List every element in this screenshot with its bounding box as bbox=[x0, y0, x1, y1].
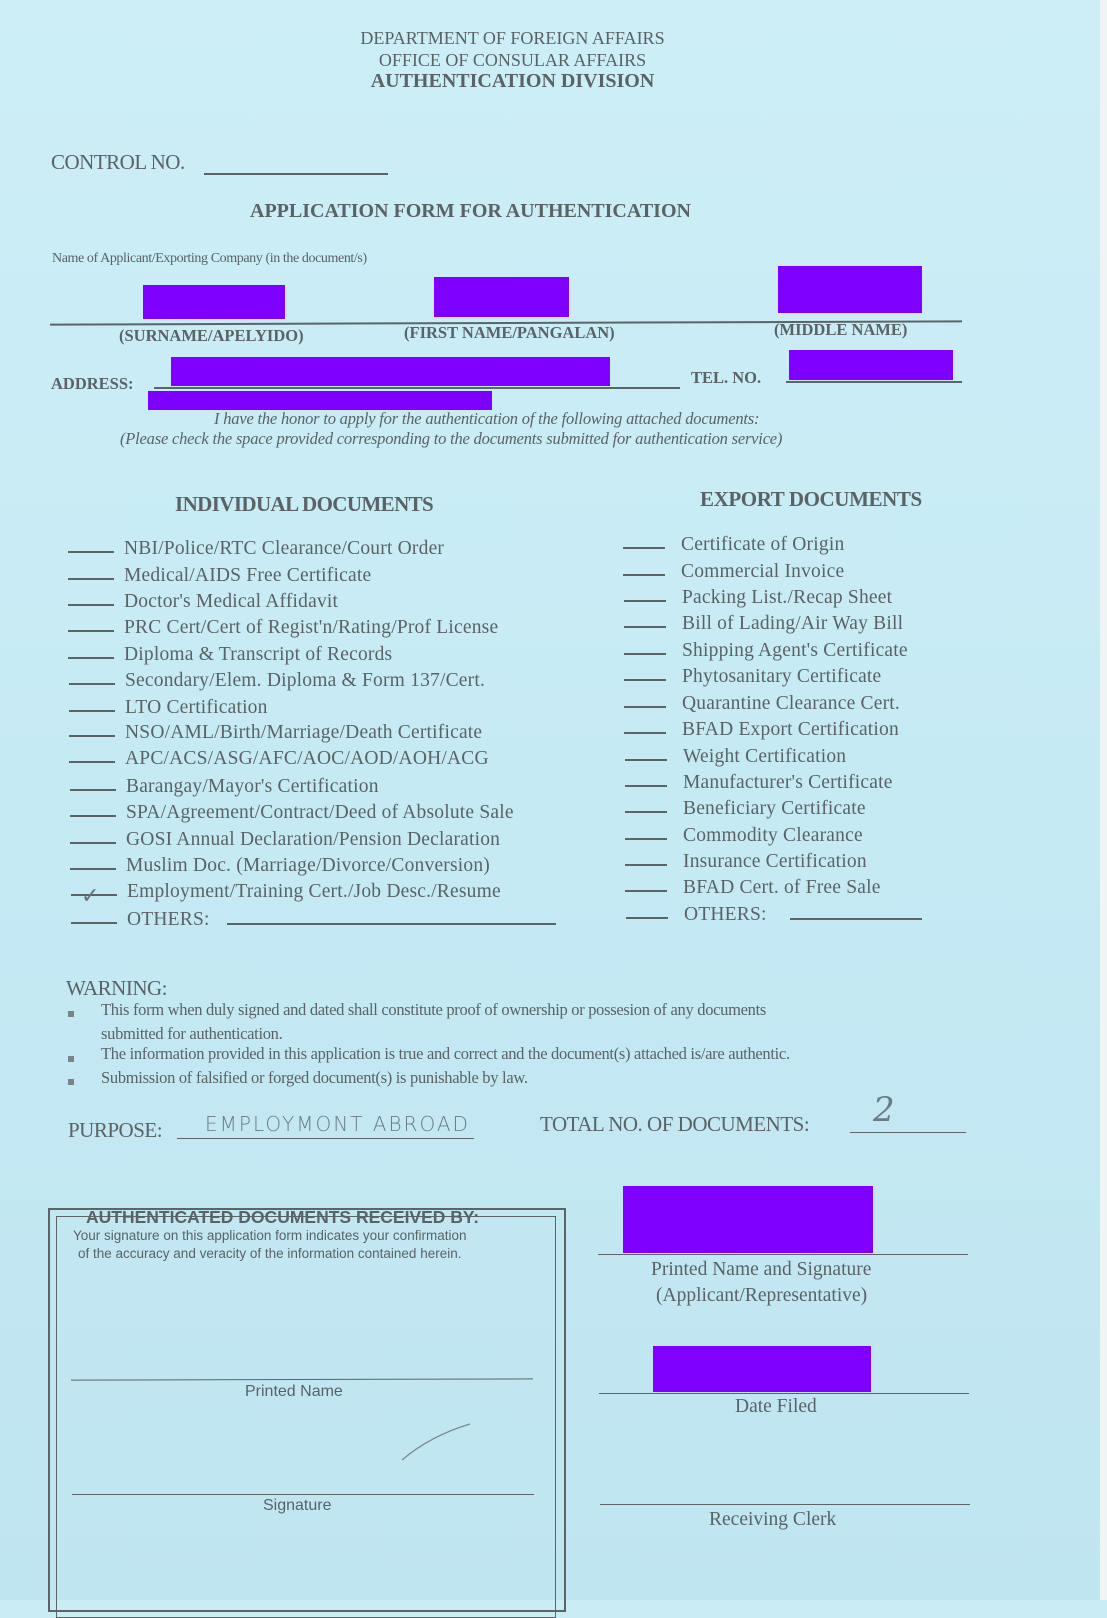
individual-item-medical[interactable]: Medical/AIDS Free Certificate bbox=[68, 565, 371, 587]
date-filed-value[interactable] bbox=[653, 1346, 871, 1392]
export-others-field[interactable] bbox=[790, 918, 922, 920]
checkbox-blank[interactable] bbox=[624, 598, 666, 602]
first-name-label: (FIRST NAME/PANGALAN) bbox=[404, 323, 615, 342]
received-signature-field[interactable] bbox=[72, 1494, 534, 1495]
bullet-icon bbox=[68, 1011, 74, 1017]
export-item-others[interactable]: OTHERS: bbox=[626, 904, 767, 926]
checkbox-blank[interactable] bbox=[626, 915, 668, 919]
purpose-value[interactable]: EMPLOYMONT ABROAD bbox=[205, 1112, 470, 1136]
export-item-commercial-invoice[interactable]: Commercial Invoice bbox=[623, 561, 844, 583]
export-item-certificate-of-origin[interactable]: Certificate of Origin bbox=[623, 534, 844, 556]
total-documents-label: TOTAL NO. OF DOCUMENTS: bbox=[540, 1112, 810, 1136]
individual-item-muslim-doc[interactable]: Muslim Doc. (Marriage/Divorce/Conversion) bbox=[70, 855, 490, 877]
checkbox-blank[interactable] bbox=[625, 836, 667, 840]
warning-heading: WARNING: bbox=[66, 976, 167, 1000]
checkbox-blank[interactable] bbox=[623, 545, 665, 549]
middle-name-label: (MIDDLE NAME) bbox=[774, 320, 908, 339]
checkbox-blank[interactable] bbox=[69, 759, 115, 763]
intro-line1: I have the honor to apply for the authentication of the following attached documents: bbox=[214, 409, 760, 428]
individual-item-lto[interactable]: LTO Certification bbox=[69, 697, 268, 719]
address-underline bbox=[154, 387, 680, 389]
individual-documents-heading: INDIVIDUAL DOCUMENTS bbox=[175, 492, 434, 516]
purpose-underline bbox=[177, 1138, 474, 1139]
checkbox-blank[interactable] bbox=[68, 628, 114, 632]
export-item-beneficiary[interactable]: Beneficiary Certificate bbox=[625, 798, 866, 820]
export-item-shipping-agent[interactable]: Shipping Agent's Certificate bbox=[624, 640, 908, 662]
checkbox-checked[interactable] bbox=[71, 884, 117, 909]
individual-item-barangay[interactable]: Barangay/Mayor's Certification bbox=[70, 776, 379, 798]
checkbox-blank[interactable] bbox=[68, 602, 114, 606]
form-title: APPLICATION FORM FOR AUTHENTICATION bbox=[250, 200, 691, 222]
tel-underline bbox=[786, 381, 962, 383]
purpose-label: PURPOSE: bbox=[68, 1118, 163, 1142]
applicant-signature-label-1: Printed Name and Signature bbox=[651, 1259, 872, 1280]
export-documents-heading: EXPORT DOCUMENTS bbox=[700, 487, 922, 511]
department-name: DEPARTMENT OF FOREIGN AFFAIRS bbox=[360, 28, 665, 48]
export-item-bill-of-lading[interactable]: Bill of Lading/Air Way Bill bbox=[624, 613, 903, 635]
individual-item-employment[interactable]: ✓ Employment/Training Cert./Job Desc./Resume bbox=[71, 881, 501, 903]
checkbox-blank[interactable] bbox=[69, 733, 115, 737]
receiving-clerk-field[interactable] bbox=[600, 1504, 970, 1505]
individual-item-nbi[interactable]: NBI/Police/RTC Clearance/Court Order bbox=[68, 538, 444, 560]
receiving-clerk-label: Receiving Clerk bbox=[709, 1509, 837, 1530]
warning-item-1-cont: submitted for authentication. bbox=[101, 1024, 283, 1043]
address-value-line1[interactable] bbox=[171, 357, 610, 386]
export-item-bfad-free-sale[interactable]: BFAD Cert. of Free Sale bbox=[625, 877, 881, 899]
bullet-icon bbox=[68, 1056, 74, 1062]
export-item-manufacturer[interactable]: Manufacturer's Certificate bbox=[625, 772, 893, 794]
checkbox-blank[interactable] bbox=[624, 651, 666, 655]
checkbox-blank[interactable] bbox=[625, 809, 667, 813]
warning-item-1: This form when duly signed and dated shall constitute proof of ownership or possesion of any documents bbox=[101, 1000, 767, 1019]
individual-item-doctors-affidavit[interactable]: Doctor's Medical Affidavit bbox=[68, 591, 338, 613]
individual-item-spa[interactable]: SPA/Agreement/Contract/Deed of Absolute Sale bbox=[70, 802, 514, 824]
checkbox-blank[interactable] bbox=[70, 813, 116, 817]
export-item-insurance[interactable]: Insurance Certification bbox=[625, 851, 867, 873]
individual-item-prc[interactable]: PRC Cert/Cert of Regist'n/Rating/Prof License bbox=[68, 617, 498, 639]
checkbox-blank[interactable] bbox=[70, 866, 116, 870]
surname-label: (SURNAME/APELYIDO) bbox=[119, 326, 304, 345]
export-item-phytosanitary[interactable]: Phytosanitary Certificate bbox=[624, 666, 881, 688]
tel-label: TEL. NO. bbox=[691, 368, 762, 387]
checkbox-blank[interactable] bbox=[624, 677, 666, 681]
checkbox-blank[interactable] bbox=[68, 576, 114, 580]
warning-item-2: The information provided in this application is true and correct and the document(s) attached is/are authentic. bbox=[101, 1044, 790, 1063]
checkbox-blank[interactable] bbox=[623, 572, 665, 576]
checkbox-blank[interactable] bbox=[624, 624, 666, 628]
office-name: OFFICE OF CONSULAR AFFAIRS bbox=[378, 50, 647, 70]
individual-item-others[interactable]: OTHERS: bbox=[71, 909, 210, 931]
total-documents-value[interactable]: 2 bbox=[873, 1090, 897, 1130]
individual-item-gosi[interactable]: GOSI Annual Declaration/Pension Declaration bbox=[70, 829, 500, 851]
middle-name-value[interactable] bbox=[778, 266, 922, 313]
individual-item-secondary-diploma[interactable]: Secondary/Elem. Diploma & Form 137/Cert. bbox=[69, 670, 485, 692]
individual-item-nso[interactable]: NSO/AML/Birth/Marriage/Death Certificate bbox=[69, 722, 482, 744]
control-no-field[interactable] bbox=[204, 173, 388, 175]
checkbox-blank[interactable] bbox=[624, 730, 666, 734]
export-item-packing-list[interactable]: Packing List./Recap Sheet bbox=[624, 587, 892, 609]
received-by-title: AUTHENTICATED DOCUMENTS RECEIVED BY: bbox=[86, 1207, 480, 1227]
individual-others-field[interactable] bbox=[227, 923, 556, 925]
export-item-quarantine[interactable]: Quarantine Clearance Cert. bbox=[624, 693, 900, 715]
checkbox-blank[interactable] bbox=[70, 840, 116, 844]
division-name: AUTHENTICATION DIVISION bbox=[370, 70, 655, 92]
checkbox-blank[interactable] bbox=[71, 920, 117, 924]
warning-item-3: Submission of falsified or forged document(s) is punishable by law. bbox=[101, 1068, 528, 1087]
address-label: ADDRESS: bbox=[51, 374, 134, 393]
export-item-commodity[interactable]: Commodity Clearance bbox=[625, 825, 863, 847]
checkbox-blank[interactable] bbox=[624, 704, 666, 708]
applicant-signature-label-2: (Applicant/Representative) bbox=[656, 1285, 868, 1306]
received-by-note-line1: Your signature on this application form indicates your confirmation bbox=[73, 1228, 467, 1243]
tel-value[interactable] bbox=[789, 350, 953, 380]
control-no-label: CONTROL NO. bbox=[51, 150, 185, 174]
individual-item-apc[interactable]: APC/ACS/ASG/AFC/AOC/AOD/AOH/ACG bbox=[69, 748, 489, 770]
total-documents-underline bbox=[850, 1132, 966, 1133]
bullet-icon bbox=[68, 1079, 74, 1085]
checkmark-icon: ✓ bbox=[81, 884, 100, 909]
checkbox-blank[interactable] bbox=[69, 681, 115, 685]
first-name-value[interactable] bbox=[434, 277, 569, 317]
signature-stroke-icon bbox=[400, 1422, 472, 1464]
intro-line2: (Please check the space provided corresponding to the documents submitted for authentication service) bbox=[120, 429, 783, 448]
checkbox-blank[interactable] bbox=[625, 888, 667, 892]
applicant-section-label: Name of Applicant/Exporting Company (in the document/s) bbox=[52, 251, 367, 266]
checkbox-blank[interactable] bbox=[68, 655, 114, 659]
individual-item-diploma[interactable]: Diploma & Transcript of Records bbox=[68, 644, 392, 666]
received-by-box-inner bbox=[56, 1216, 556, 1618]
checkbox-blank[interactable] bbox=[625, 862, 667, 866]
paper-edge bbox=[1100, 0, 1107, 1600]
checkbox-blank[interactable] bbox=[625, 757, 667, 761]
checkbox-blank[interactable] bbox=[70, 787, 116, 791]
applicant-signature-value[interactable] bbox=[623, 1186, 873, 1253]
surname-value[interactable] bbox=[143, 285, 285, 319]
export-item-bfad-export[interactable]: BFAD Export Certification bbox=[624, 719, 899, 741]
received-printed-name-label: Printed Name bbox=[245, 1383, 343, 1400]
checkbox-blank[interactable] bbox=[69, 708, 115, 712]
date-filed-field bbox=[599, 1393, 969, 1394]
checkbox-blank[interactable] bbox=[625, 783, 667, 787]
received-signature-label: Signature bbox=[263, 1497, 332, 1514]
address-value-line2[interactable] bbox=[148, 391, 492, 410]
export-item-weight[interactable]: Weight Certification bbox=[625, 746, 846, 768]
date-filed-label: Date Filed bbox=[735, 1396, 817, 1417]
applicant-signature-field bbox=[598, 1254, 968, 1255]
received-by-note-line2: of the accuracy and veracity of the information contained herein. bbox=[78, 1246, 462, 1261]
checkbox-blank[interactable] bbox=[68, 549, 114, 553]
